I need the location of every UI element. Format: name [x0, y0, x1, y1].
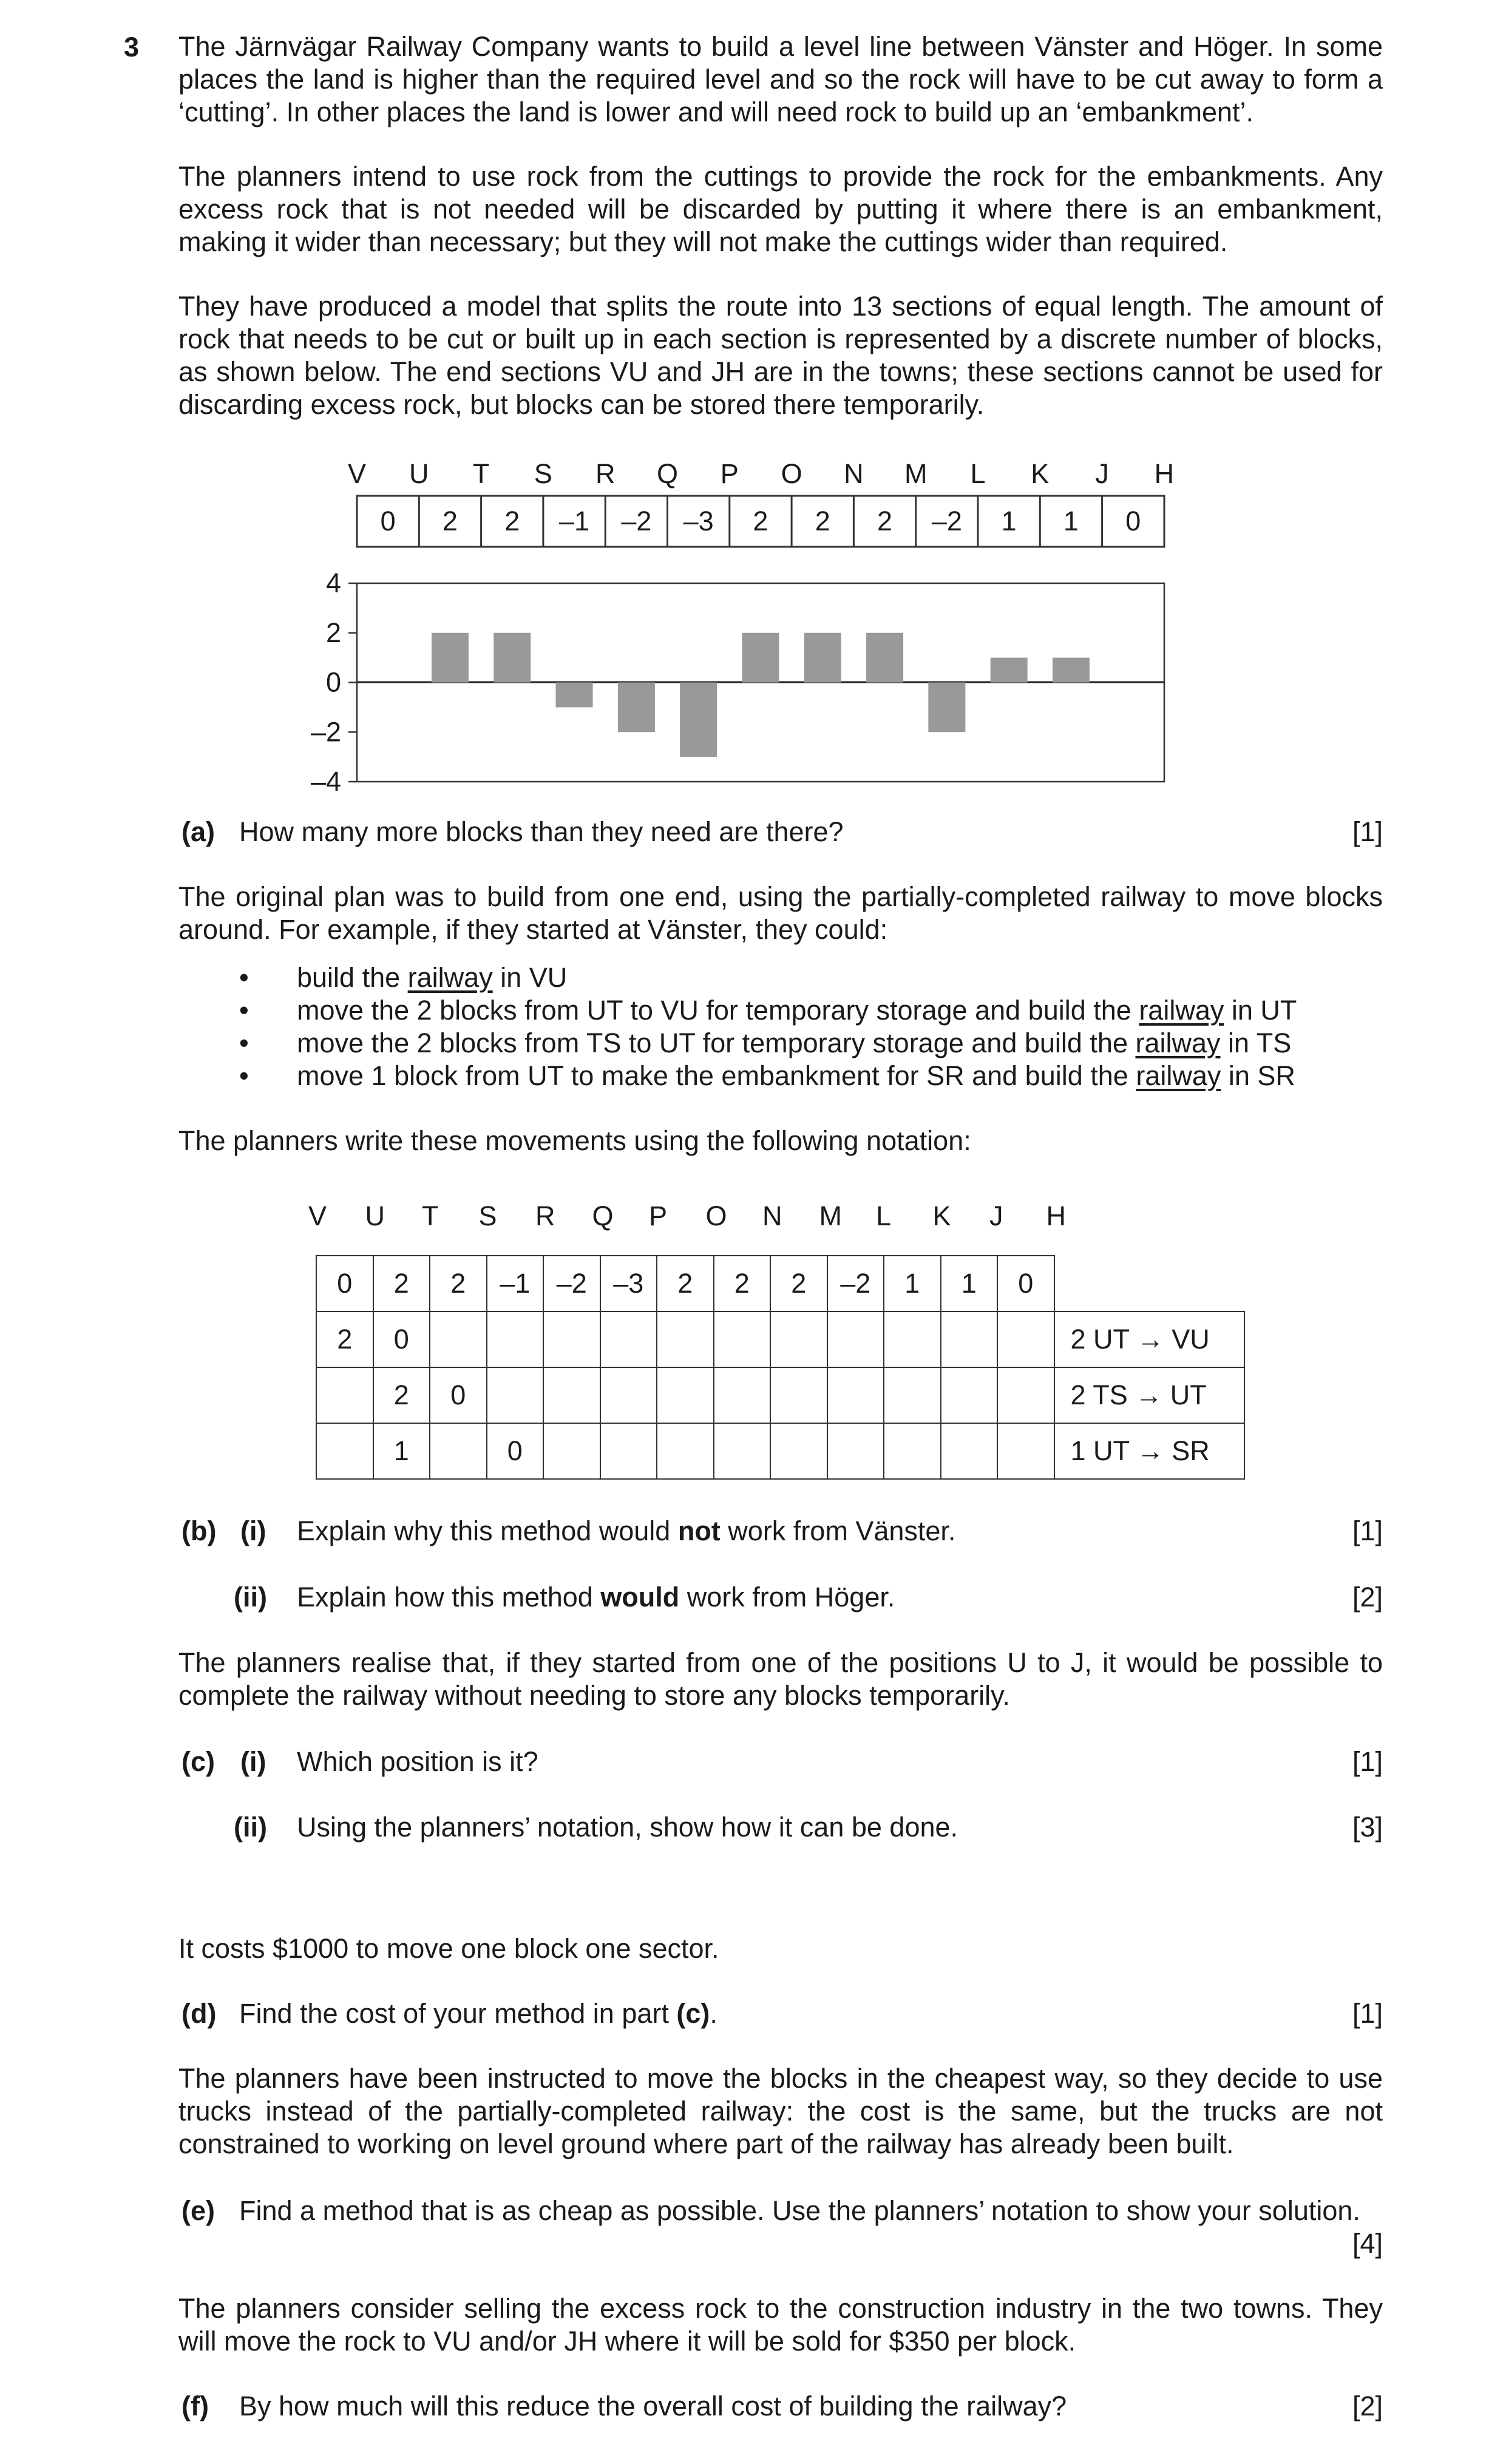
bar — [494, 633, 531, 683]
part-a-text: How many more blocks than they need are there? — [239, 816, 844, 847]
notation-cell: 0 — [373, 1312, 430, 1367]
section-chart — [0, 0, 1506, 813]
y-axis — [311, 567, 357, 797]
y-tick-label: –2 — [310, 716, 341, 748]
position-label: P — [720, 458, 739, 489]
notation-cell — [543, 1367, 600, 1423]
position-label: K — [1031, 458, 1050, 489]
plan-step-text: build the — [297, 962, 408, 993]
notation-cell: 0 — [487, 1423, 544, 1479]
part-f — [181, 2390, 1067, 2423]
notation-row — [316, 1367, 1244, 1423]
notation-move-cell: 2 TS → UT — [1054, 1367, 1244, 1423]
position-labels — [348, 458, 1174, 489]
part-b-ii-text-pre: Explain how this method — [297, 1582, 601, 1613]
notation-position-label: Q — [592, 1200, 614, 1231]
bar — [432, 633, 469, 683]
position-label: U — [409, 458, 429, 489]
position-label: J — [1095, 458, 1109, 489]
strip-value: –3 — [683, 506, 714, 536]
notation-cell: 2 — [373, 1367, 430, 1423]
notation-cell — [770, 1312, 827, 1367]
part-d-bold: (c) — [676, 1998, 710, 2029]
notation-cell: –3 — [600, 1256, 657, 1312]
position-label: R — [595, 458, 616, 489]
part-a-marks: [1] — [1352, 816, 1383, 847]
notation-cell: 0 — [997, 1256, 1054, 1312]
notation-cell: 2 — [373, 1256, 430, 1312]
notation-position-label: T — [422, 1200, 439, 1231]
underlined-word: railway — [1136, 1060, 1221, 1091]
notation-cell — [543, 1312, 600, 1367]
notation-cell — [997, 1367, 1054, 1423]
underlined-word: railway — [1139, 995, 1224, 1026]
strip-value: 2 — [753, 506, 768, 536]
notation-cell — [827, 1423, 884, 1479]
y-tick-label: 2 — [325, 617, 341, 648]
part-e-label: (e) — [181, 2195, 215, 2226]
part-b-label: (b) — [181, 1515, 217, 1546]
notation-cell: 0 — [430, 1367, 487, 1423]
notation-cell: 2 — [316, 1312, 373, 1367]
bar — [556, 683, 593, 708]
underlined-word: railway — [407, 962, 493, 993]
position-label: L — [970, 458, 986, 489]
cost-text: It costs $1000 to move one block one sector. — [178, 1933, 719, 1964]
notation-cell: 2 — [770, 1256, 827, 1312]
part-c-ii-marks: [3] — [1352, 1812, 1383, 1843]
underlined-word: railway — [1135, 1027, 1221, 1058]
position-label: H — [1154, 458, 1175, 489]
part-c-i-text: Which position is it? — [297, 1746, 538, 1777]
notation-cell: 1 — [373, 1423, 430, 1479]
notation-cell — [430, 1423, 487, 1479]
strip-value: –2 — [931, 506, 962, 536]
part-f-text: By how much will this reduce the overall cost of building the railway? — [239, 2391, 1067, 2422]
plan-step-text: move the 2 blocks from UT to VU for temporary storage and build the — [297, 995, 1139, 1026]
part-d-text-post: . — [710, 1998, 717, 2029]
notation-cell — [714, 1312, 771, 1367]
bar — [618, 683, 655, 733]
notation-cell: 2 — [714, 1256, 771, 1312]
strip-value: 0 — [380, 506, 396, 536]
notation-move-cell: 1 UT → SR — [1054, 1423, 1244, 1479]
position-label: V — [347, 458, 367, 489]
notation-position-label: K — [932, 1200, 951, 1231]
plan-step-item — [178, 961, 1297, 994]
notation-cell: –1 — [487, 1256, 544, 1312]
bar — [1053, 658, 1090, 683]
part-b-ii — [234, 1581, 895, 1614]
values-strip — [381, 496, 1141, 547]
notation-intro: The planners write these movements using the following notation: — [178, 1125, 971, 1156]
notation-position-label: N — [762, 1200, 782, 1231]
notation-cell: –2 — [543, 1256, 600, 1312]
notation-move-cell: 2 UT → VU — [1054, 1312, 1244, 1367]
y-tick-label: –4 — [310, 766, 341, 797]
notation-position-label: S — [478, 1200, 497, 1231]
notation-row — [316, 1312, 1244, 1367]
sell-text: The planners consider selling the excess rock to the construction industry in the two towns. They will move the rock to VU and/or JH where it will be sold for $350 per block. — [178, 2293, 1383, 2357]
notation-position-label: O — [705, 1200, 727, 1231]
position-label: O — [781, 458, 802, 489]
bars — [432, 633, 1090, 757]
notation-position-label: V — [308, 1200, 327, 1231]
bar — [928, 683, 965, 733]
part-d-text-pre: Find the cost of your method in part — [239, 1998, 677, 2029]
strip-value: 2 — [815, 506, 830, 536]
bar — [680, 683, 717, 757]
notation-cell — [714, 1367, 771, 1423]
notation-position-label: L — [876, 1200, 892, 1231]
notation-position-label: R — [535, 1200, 555, 1231]
part-c-i — [181, 1745, 538, 1778]
realise-text: The planners realise that, if they started from one of the positions U to J, it would be possible to complete the railway without needing to store any blocks temporarily. — [178, 1647, 1383, 1711]
intro-paragraph-2: The planners intend to use rock from the cuttings to provide the rock for the embankments. Any excess rock that is not needed will be discarded by putting it where there is an embankment, making it wider than necessary; but they will not make the cuttings wider than required. — [178, 161, 1383, 257]
notation-table — [316, 1255, 1245, 1480]
part-b-i-text-pre: Explain why this method would — [297, 1515, 678, 1546]
strip-value: 2 — [442, 506, 458, 536]
part-a — [181, 816, 844, 848]
notation-cell — [770, 1423, 827, 1479]
bar — [991, 658, 1028, 683]
notation-cell — [487, 1312, 544, 1367]
notation-cell — [884, 1367, 941, 1423]
y-tick-label: 4 — [325, 567, 341, 598]
notation-move-cell — [1054, 1256, 1244, 1312]
part-c-ii-label: (ii) — [234, 1812, 267, 1843]
plan-intro: The original plan was to build from one end, using the partially-completed railway to move blocks around. For example, if they started at Vänster, they could: — [178, 881, 1383, 945]
part-b-i-text-post: work from Vänster. — [720, 1515, 956, 1546]
part-b-i-marks: [1] — [1352, 1515, 1383, 1546]
notation-cell: 2 — [657, 1256, 714, 1312]
part-b-ii-bold: would — [600, 1582, 680, 1613]
notation-cell — [827, 1367, 884, 1423]
notation-cell — [430, 1312, 487, 1367]
notation-cell — [827, 1312, 884, 1367]
plan-steps-list — [178, 961, 1297, 1092]
notation-cell — [600, 1312, 657, 1367]
notation-cell: 1 — [884, 1256, 941, 1312]
position-label: T — [472, 458, 490, 489]
notation-cell — [941, 1367, 998, 1423]
intro-paragraph-3: They have produced a model that splits the route into 13 sections of equal length. The amount of rock that needs to be cut or built up in each section is represented by a discrete number of blocks, as shown below. The end sections VU and JH are in the towns; these sections cannot be used for discarding excess rock, but blocks can be stored there temporarily. — [178, 291, 1383, 420]
part-c-i-label: (i) — [240, 1746, 266, 1777]
notation-cell — [884, 1312, 941, 1367]
notation-cell — [884, 1423, 941, 1479]
notation-position-label: H — [1046, 1200, 1066, 1231]
notation-position-label: M — [819, 1200, 842, 1231]
trucks-text: The planners have been instructed to move the blocks in the cheapest way, so they decide to use trucks instead of the partially-completed railway: the cost is the same, but the trucks are not constrained to working on level ground where part of the railway has already been built. — [178, 2063, 1383, 2159]
position-label: M — [904, 458, 928, 489]
notation-cell — [600, 1423, 657, 1479]
part-f-marks: [2] — [1352, 2391, 1383, 2422]
plan-step-text: in TS — [1220, 1027, 1292, 1058]
notation-position-label: P — [649, 1200, 668, 1231]
notation-cell — [600, 1367, 657, 1423]
part-d-marks: [1] — [1352, 1998, 1383, 2029]
notation-cell — [714, 1423, 771, 1479]
position-label: Q — [656, 458, 679, 489]
notation-cell — [997, 1423, 1054, 1479]
plan-step-text: in SR — [1221, 1060, 1295, 1091]
position-label: N — [844, 458, 864, 489]
intro-paragraph-1: The Järnvägar Railway Company wants to build a level line between Vänster and Höger. In some places the land is higher than the required level and so the rock will have to be cut away to form a ‘cutting’. In other places the land is lower and will need rock to build up an ‘embankment’. — [178, 31, 1383, 127]
strip-value: –2 — [621, 506, 652, 536]
position-label: S — [534, 458, 552, 489]
part-b-ii-label: (ii) — [234, 1582, 267, 1613]
plan-step-text: move the 2 blocks from TS to UT for temporary storage and build the — [297, 1027, 1136, 1058]
strip-value: 1 — [1001, 506, 1017, 536]
part-e-text: Find a method that is as cheap as possible. Use the planners’ notation to show your solution. — [239, 2195, 1360, 2226]
notation-cell: 1 — [941, 1256, 998, 1312]
strip-value: 0 — [1125, 506, 1141, 536]
part-b-ii-marks: [2] — [1352, 1582, 1383, 1613]
part-f-label: (f) — [181, 2391, 209, 2422]
part-d-label: (d) — [181, 1998, 217, 2029]
notation-row — [316, 1256, 1244, 1312]
part-b-i — [181, 1515, 956, 1548]
strip-value: 1 — [1063, 506, 1079, 536]
notation-cell: 2 — [430, 1256, 487, 1312]
part-a-label: (a) — [181, 816, 215, 847]
y-tick-label: 0 — [325, 666, 341, 698]
part-c-ii — [234, 1811, 958, 1844]
part-c-ii-text: Using the planners’ notation, show how it can be done. — [297, 1812, 958, 1843]
question-number: 3 — [124, 32, 140, 63]
bar — [866, 633, 903, 683]
strip-value: –1 — [559, 506, 590, 536]
part-e-marks: [4] — [1352, 2228, 1383, 2259]
strip-value: 2 — [877, 506, 893, 536]
notation-cell: 0 — [316, 1256, 373, 1312]
notation-cell — [316, 1423, 373, 1479]
notation-cell: –2 — [827, 1256, 884, 1312]
bar — [742, 633, 779, 683]
notation-cell — [543, 1423, 600, 1479]
notation-cell — [657, 1367, 714, 1423]
plan-step-item — [178, 1027, 1297, 1060]
plan-step-item — [178, 994, 1297, 1027]
part-e — [181, 2195, 1360, 2227]
notation-cell — [997, 1312, 1054, 1367]
notation-cell — [657, 1423, 714, 1479]
notation-cell — [941, 1312, 998, 1367]
part-b-ii-text-post: work from Höger. — [679, 1582, 895, 1613]
notation-cell — [941, 1423, 998, 1479]
part-d — [181, 1997, 717, 2030]
part-b-i-label: (i) — [240, 1515, 266, 1546]
plan-step-item — [178, 1060, 1297, 1092]
notation-cell — [487, 1367, 544, 1423]
strip-value: 2 — [504, 506, 520, 536]
notation-row — [316, 1423, 1244, 1479]
notation-position-label: J — [989, 1200, 1003, 1231]
plan-step-text: in UT — [1224, 995, 1297, 1026]
plan-step-text: in VU — [492, 962, 568, 993]
part-c-i-marks: [1] — [1352, 1746, 1383, 1777]
part-b-i-bold: not — [677, 1515, 721, 1546]
notation-cell — [657, 1312, 714, 1367]
notation-position-label: U — [365, 1200, 385, 1231]
part-c-label: (c) — [181, 1746, 215, 1777]
bar — [804, 633, 841, 683]
plan-step-text: move 1 block from UT to make the embankment for SR and build the — [297, 1060, 1136, 1091]
notation-cell — [316, 1367, 373, 1423]
notation-cell — [770, 1367, 827, 1423]
